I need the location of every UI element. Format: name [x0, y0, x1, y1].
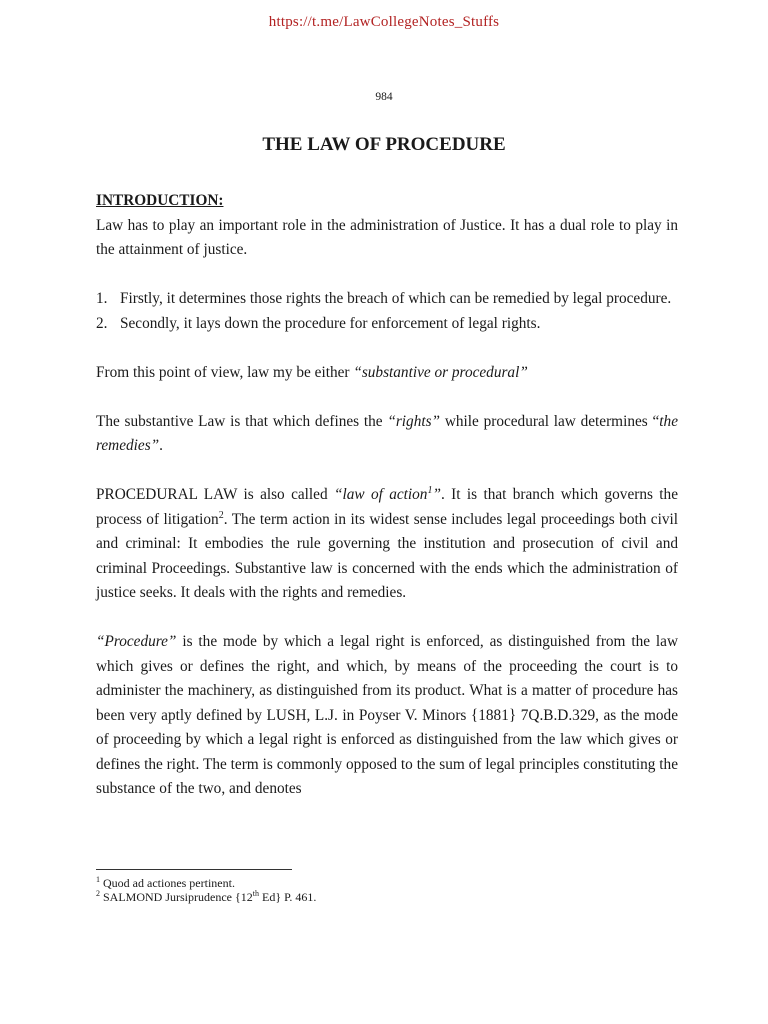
page-number: 984 [375, 91, 393, 103]
footnote-item: $^2$ SALMOND Jursiprudence {12th Ed} P. 461. [96, 889, 317, 904]
italic-rights: “rights” [387, 412, 441, 430]
italic-phrase: “substantive or procedural” [353, 363, 528, 381]
list-item-text: Firstly, it determines those rights the breach of which can be remedied by legal procedure. [120, 290, 672, 307]
footnote-divider [96, 869, 292, 870]
footnote-ref-2[interactable]: 2 [218, 509, 224, 521]
header-link[interactable]: https://t.me/LawCollegeNotes_Stuffs [268, 14, 500, 30]
list-item-number: 1. [96, 290, 108, 307]
page-title: THE LAW OF PROCEDURE [262, 134, 506, 155]
view-paragraph: From this point of view, law my be either “substantive or procedural” [96, 363, 528, 381]
italic-procedure: “Procedure” [96, 633, 177, 650]
footnotes [96, 876, 678, 904]
list-item [96, 312, 678, 337]
list-item [96, 287, 678, 312]
footnote-item: $^1$ Quod ad actiones pertinent. [96, 875, 235, 890]
intro-paragraph: Law has to play an important role in the administration of Justice. It has a dual role to play in the attainment of justice. [96, 216, 678, 258]
substantive-paragraph: The substantive Law is that which defines the “rights” while procedural law determines “the remedies”. [96, 412, 678, 454]
italic-remedies: the remedies” [96, 412, 678, 454]
list-item-text: Secondly, it lays down the procedure for enforcement of legal rights. [120, 314, 541, 332]
procedural-paragraph: PROCEDURAL LAW is also called “law of action$^1$”. It is that branch which governs the process of litigation$^2$. The term action in its widest sense includes legal proceedings both civil and criminal: It embodies the rule governing the institution and prosecution of civil and criminal Proceedings. Substantive law is concerned with the ends which the administration of justice seeks. It deals with the rights and remedies. [96, 484, 678, 601]
definition-paragraph: “Procedure” is the mode by which a legal right is enforced, as distinguished from the law which gives or defines the right, and which, by means of the proceeding the court is to administer the machinery, as distinguished from its product. What is a matter of procedure has been very aptly defined by LUSH, L.J. in Poyser V. Minors {1881} 7Q.B.D.329, as the mode of proceeding by which a legal right is enforced as distinguished from the law which gives or defines the right. The term is commonly opposed to the sum of legal principles constituting the substance of the two, and denotes [96, 633, 678, 797]
footnote-ref-1[interactable]: 1 [427, 484, 433, 496]
list-item-number: 2. [96, 314, 108, 332]
section-heading: INTRODUCTION: [96, 192, 224, 209]
document-body [96, 189, 678, 802]
italic-law-of-action: “law of action$^1$” [333, 484, 441, 503]
numbered-list [96, 287, 678, 336]
